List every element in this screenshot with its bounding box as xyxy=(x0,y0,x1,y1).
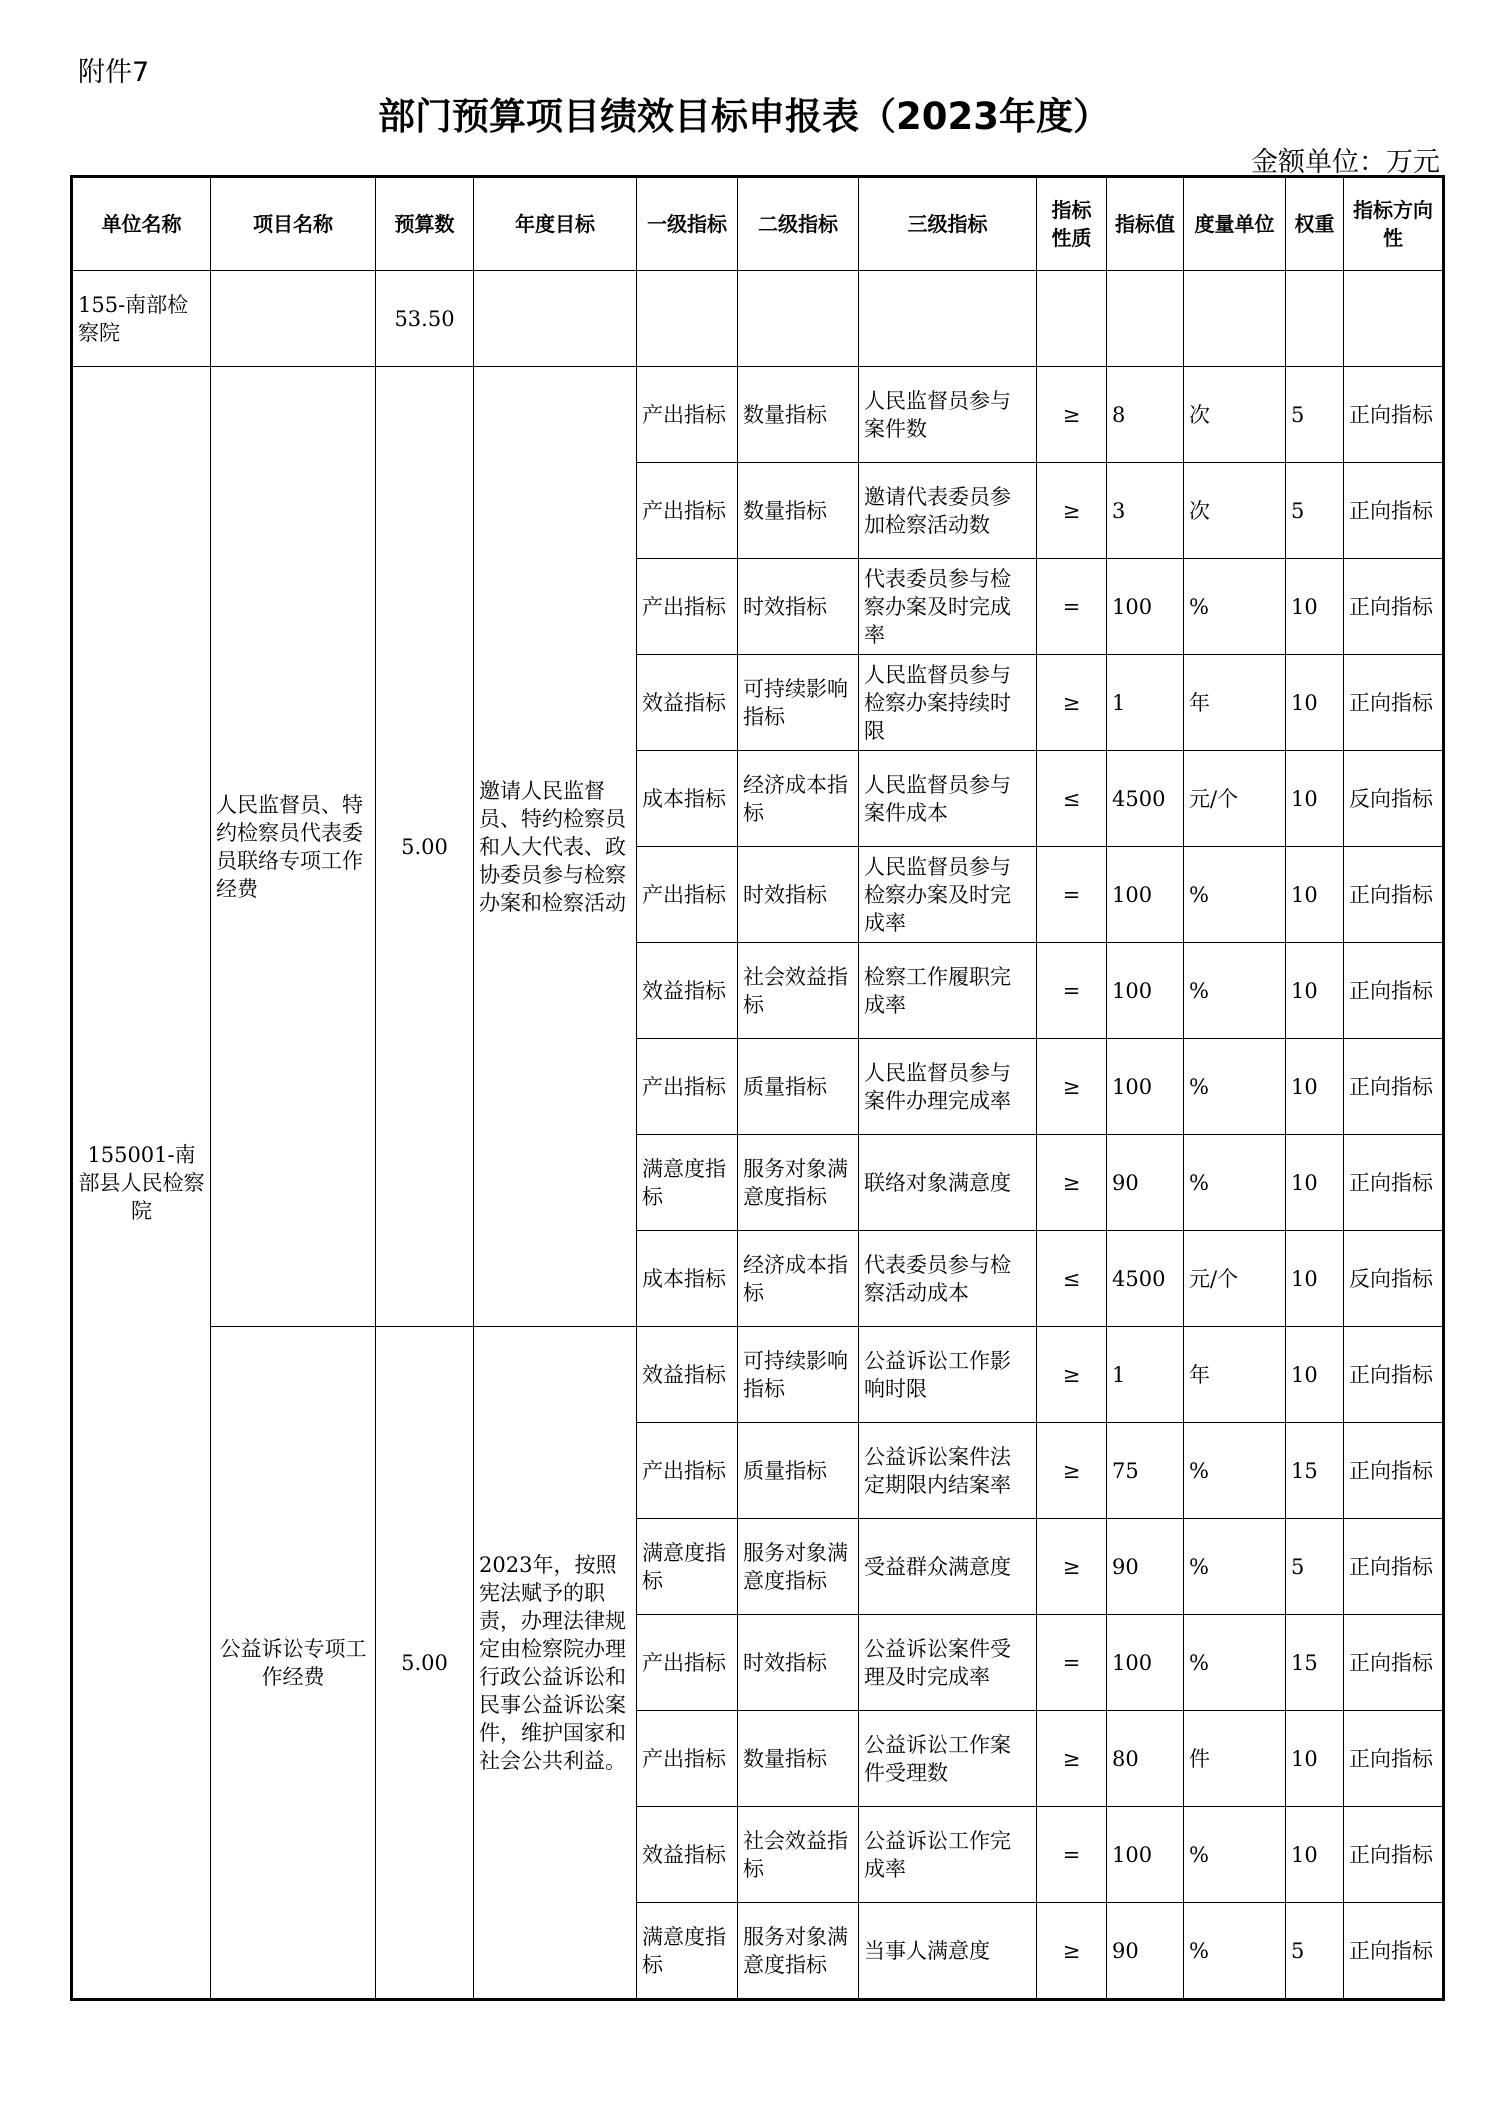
level2-indicator: 时效指标 xyxy=(738,559,859,655)
level1-indicator: 成本指标 xyxy=(637,1231,738,1327)
empty-cell xyxy=(859,271,1037,367)
indicator-unit: 次 xyxy=(1184,367,1286,463)
header-row xyxy=(72,177,1444,271)
indicator-value: 90 xyxy=(1107,1903,1184,2000)
indicator-direction: 正向指标 xyxy=(1344,1423,1444,1519)
level1-indicator: 产出指标 xyxy=(637,1423,738,1519)
indicator-nature: ≥ xyxy=(1037,1039,1107,1135)
header-weight: 权重 xyxy=(1286,177,1344,271)
indicator-direction: 正向指标 xyxy=(1344,559,1444,655)
indicator-row xyxy=(72,367,1444,463)
header-level1-indicator: 一级指标 xyxy=(637,177,738,271)
indicator-nature: = xyxy=(1037,559,1107,655)
indicator-nature: ≥ xyxy=(1037,655,1107,751)
level3-indicator: 检察工作履职完成率 xyxy=(859,943,1037,1039)
level1-indicator: 产出指标 xyxy=(637,1615,738,1711)
indicator-weight: 10 xyxy=(1286,559,1344,655)
header-budget: 预算数 xyxy=(376,177,474,271)
indicator-nature: ≥ xyxy=(1037,1327,1107,1423)
indicator-unit: % xyxy=(1184,559,1286,655)
indicator-unit: 件 xyxy=(1184,1711,1286,1807)
indicator-value: 90 xyxy=(1107,1519,1184,1615)
level3-indicator: 受益群众满意度 xyxy=(859,1519,1037,1615)
indicator-weight: 10 xyxy=(1286,1327,1344,1423)
level2-indicator: 数量指标 xyxy=(738,1711,859,1807)
project-budget-cell: 5.00 xyxy=(376,1327,474,2000)
header-level3-indicator: 三级指标 xyxy=(859,177,1037,271)
indicator-direction: 正向指标 xyxy=(1344,1807,1444,1903)
level2-indicator: 社会效益指标 xyxy=(738,1807,859,1903)
indicator-unit: 次 xyxy=(1184,463,1286,559)
indicator-unit: % xyxy=(1184,943,1286,1039)
level2-indicator: 可持续影响指标 xyxy=(738,655,859,751)
level3-indicator: 公益诉讼案件受理及时完成率 xyxy=(859,1615,1037,1711)
indicator-unit: % xyxy=(1184,1903,1286,2000)
indicator-row xyxy=(72,1327,1444,1423)
level1-indicator: 产出指标 xyxy=(637,847,738,943)
indicator-value: 100 xyxy=(1107,1039,1184,1135)
indicator-direction: 正向指标 xyxy=(1344,655,1444,751)
header-direction: 指标方向性 xyxy=(1344,177,1444,271)
indicator-direction: 反向指标 xyxy=(1344,1231,1444,1327)
indicator-nature: = xyxy=(1037,1807,1107,1903)
level2-indicator: 服务对象满意度指标 xyxy=(738,1135,859,1231)
header-measure-unit: 度量单位 xyxy=(1184,177,1286,271)
level2-indicator: 数量指标 xyxy=(738,463,859,559)
indicator-value: 90 xyxy=(1107,1135,1184,1231)
indicator-weight: 10 xyxy=(1286,1231,1344,1327)
indicator-value: 100 xyxy=(1107,1807,1184,1903)
level3-indicator: 当事人满意度 xyxy=(859,1903,1037,2000)
attachment-label: 附件7 xyxy=(78,57,150,88)
indicator-nature: = xyxy=(1037,943,1107,1039)
indicator-weight: 5 xyxy=(1286,463,1344,559)
level1-indicator: 成本指标 xyxy=(637,751,738,847)
indicator-unit: % xyxy=(1184,1807,1286,1903)
level3-indicator: 人民监督员参与检察办案持续时限 xyxy=(859,655,1037,751)
indicator-value: 100 xyxy=(1107,559,1184,655)
indicator-nature: ≥ xyxy=(1037,1519,1107,1615)
level3-indicator: 代表委员参与检察活动成本 xyxy=(859,1231,1037,1327)
indicator-weight: 10 xyxy=(1286,1135,1344,1231)
level2-indicator: 服务对象满意度指标 xyxy=(738,1903,859,2000)
empty-cell xyxy=(1344,271,1444,367)
project-budget-cell: 5.00 xyxy=(376,367,474,1327)
level3-indicator: 人民监督员参与案件数 xyxy=(859,367,1037,463)
indicator-unit: % xyxy=(1184,1135,1286,1231)
empty-cell xyxy=(1107,271,1184,367)
department-budget: 53.50 xyxy=(376,271,474,367)
empty-cell xyxy=(474,271,637,367)
department-name: 155-南部检察院 xyxy=(72,271,211,367)
empty-cell xyxy=(1037,271,1107,367)
indicator-value: 1 xyxy=(1107,1327,1184,1423)
indicator-nature: ≥ xyxy=(1037,367,1107,463)
header-level2-indicator: 二级指标 xyxy=(738,177,859,271)
level3-indicator: 公益诉讼工作完成率 xyxy=(859,1807,1037,1903)
indicator-value: 100 xyxy=(1107,847,1184,943)
level2-indicator: 时效指标 xyxy=(738,847,859,943)
indicator-weight: 10 xyxy=(1286,847,1344,943)
level1-indicator: 效益指标 xyxy=(637,1327,738,1423)
indicator-value: 4500 xyxy=(1107,751,1184,847)
indicator-nature: ≥ xyxy=(1037,463,1107,559)
level1-indicator: 产出指标 xyxy=(637,1039,738,1135)
project-name-cell: 公益诉讼专项工作经费 xyxy=(211,1327,376,2000)
performance-table xyxy=(70,175,1445,2001)
indicator-direction: 正向指标 xyxy=(1344,847,1444,943)
indicator-unit: % xyxy=(1184,1615,1286,1711)
level2-indicator: 数量指标 xyxy=(738,367,859,463)
level2-indicator: 经济成本指标 xyxy=(738,1231,859,1327)
empty-cell xyxy=(211,271,376,367)
indicator-nature: ≥ xyxy=(1037,1135,1107,1231)
indicator-unit: % xyxy=(1184,1423,1286,1519)
level1-indicator: 满意度指标 xyxy=(637,1903,738,2000)
header-annual-goal: 年度目标 xyxy=(474,177,637,271)
indicator-unit: % xyxy=(1184,1519,1286,1615)
indicator-weight: 10 xyxy=(1286,943,1344,1039)
level2-indicator: 社会效益指标 xyxy=(738,943,859,1039)
indicator-unit: 年 xyxy=(1184,655,1286,751)
indicator-value: 8 xyxy=(1107,367,1184,463)
level1-indicator: 效益指标 xyxy=(637,655,738,751)
indicator-value: 80 xyxy=(1107,1711,1184,1807)
level3-indicator: 联络对象满意度 xyxy=(859,1135,1037,1231)
level1-indicator: 产出指标 xyxy=(637,463,738,559)
level2-indicator: 时效指标 xyxy=(738,1615,859,1711)
indicator-unit: 元/个 xyxy=(1184,751,1286,847)
indicator-weight: 15 xyxy=(1286,1615,1344,1711)
level2-indicator: 服务对象满意度指标 xyxy=(738,1519,859,1615)
indicator-weight: 15 xyxy=(1286,1423,1344,1519)
level3-indicator: 公益诉讼案件法定期限内结案率 xyxy=(859,1423,1037,1519)
indicator-direction: 正向指标 xyxy=(1344,463,1444,559)
indicator-weight: 10 xyxy=(1286,1807,1344,1903)
project-goal-cell: 邀请人民监督员、特约检察员和人大代表、政协委员参与检察办案和检察活动 xyxy=(474,367,637,1327)
header-project-name: 项目名称 xyxy=(211,177,376,271)
level3-indicator: 代表委员参与检察办案及时完成率 xyxy=(859,559,1037,655)
level1-indicator: 满意度指标 xyxy=(637,1135,738,1231)
level3-indicator: 公益诉讼工作案件受理数 xyxy=(859,1711,1037,1807)
level2-indicator: 质量指标 xyxy=(738,1039,859,1135)
indicator-unit: 元/个 xyxy=(1184,1231,1286,1327)
indicator-direction: 正向指标 xyxy=(1344,1711,1444,1807)
level2-indicator: 可持续影响指标 xyxy=(738,1327,859,1423)
empty-cell xyxy=(738,271,859,367)
indicator-nature: ≥ xyxy=(1037,1423,1107,1519)
level1-indicator: 效益指标 xyxy=(637,1807,738,1903)
level3-indicator: 人民监督员参与案件成本 xyxy=(859,751,1037,847)
indicator-direction: 正向指标 xyxy=(1344,1327,1444,1423)
level2-indicator: 质量指标 xyxy=(738,1423,859,1519)
level1-indicator: 产出指标 xyxy=(637,367,738,463)
indicator-value: 75 xyxy=(1107,1423,1184,1519)
level3-indicator: 人民监督员参与案件办理完成率 xyxy=(859,1039,1037,1135)
indicator-unit: % xyxy=(1184,847,1286,943)
empty-cell xyxy=(637,271,738,367)
indicator-weight: 10 xyxy=(1286,1039,1344,1135)
indicator-weight: 5 xyxy=(1286,1903,1344,2000)
header-nature: 指标性质 xyxy=(1037,177,1107,271)
level1-indicator: 效益指标 xyxy=(637,943,738,1039)
indicator-direction: 反向指标 xyxy=(1344,751,1444,847)
unit-name-cell: 155001-南部县人民检察院 xyxy=(72,367,211,2000)
indicator-direction: 正向指标 xyxy=(1344,1615,1444,1711)
level1-indicator: 产出指标 xyxy=(637,559,738,655)
indicator-value: 3 xyxy=(1107,463,1184,559)
indicator-nature: ≤ xyxy=(1037,1231,1107,1327)
project-name-cell: 人民监督员、特约检察员代表委员联络专项工作经费 xyxy=(211,367,376,1327)
indicator-value: 100 xyxy=(1107,943,1184,1039)
indicator-direction: 正向指标 xyxy=(1344,1903,1444,2000)
indicator-weight: 10 xyxy=(1286,655,1344,751)
department-row xyxy=(72,271,1444,367)
indicator-nature: ≥ xyxy=(1037,1903,1107,2000)
indicator-nature: ≥ xyxy=(1037,1711,1107,1807)
indicator-value: 1 xyxy=(1107,655,1184,751)
indicator-direction: 正向指标 xyxy=(1344,367,1444,463)
level2-indicator: 经济成本指标 xyxy=(738,751,859,847)
indicator-direction: 正向指标 xyxy=(1344,1039,1444,1135)
indicator-unit: % xyxy=(1184,1039,1286,1135)
empty-cell xyxy=(1286,271,1344,367)
indicator-value: 4500 xyxy=(1107,1231,1184,1327)
page-title: 部门预算项目绩效目标申报表（2023年度） xyxy=(378,95,1110,138)
level1-indicator: 产出指标 xyxy=(637,1711,738,1807)
level3-indicator: 公益诉讼工作影响时限 xyxy=(859,1327,1037,1423)
indicator-direction: 正向指标 xyxy=(1344,1519,1444,1615)
header-value: 指标值 xyxy=(1107,177,1184,271)
indicator-unit: 年 xyxy=(1184,1327,1286,1423)
indicator-nature: = xyxy=(1037,847,1107,943)
indicator-nature: = xyxy=(1037,1615,1107,1711)
empty-cell xyxy=(1184,271,1286,367)
indicator-weight: 10 xyxy=(1286,751,1344,847)
level3-indicator: 邀请代表委员参加检察活动数 xyxy=(859,463,1037,559)
indicator-direction: 正向指标 xyxy=(1344,1135,1444,1231)
indicator-direction: 正向指标 xyxy=(1344,943,1444,1039)
indicator-weight: 10 xyxy=(1286,1711,1344,1807)
indicator-nature: ≤ xyxy=(1037,751,1107,847)
indicator-weight: 5 xyxy=(1286,367,1344,463)
indicator-weight: 5 xyxy=(1286,1519,1344,1615)
indicator-value: 100 xyxy=(1107,1615,1184,1711)
amount-unit-label: 金额单位：万元 xyxy=(1251,147,1440,178)
project-goal-cell: 2023年，按照宪法赋予的职责，办理法律规定由检察院办理行政公益诉讼和民事公益诉讼案件，维护国家和社会公共利益。 xyxy=(474,1327,637,2000)
level1-indicator: 满意度指标 xyxy=(637,1519,738,1615)
level3-indicator: 人民监督员参与检察办案及时完成率 xyxy=(859,847,1037,943)
header-unit-name: 单位名称 xyxy=(72,177,211,271)
